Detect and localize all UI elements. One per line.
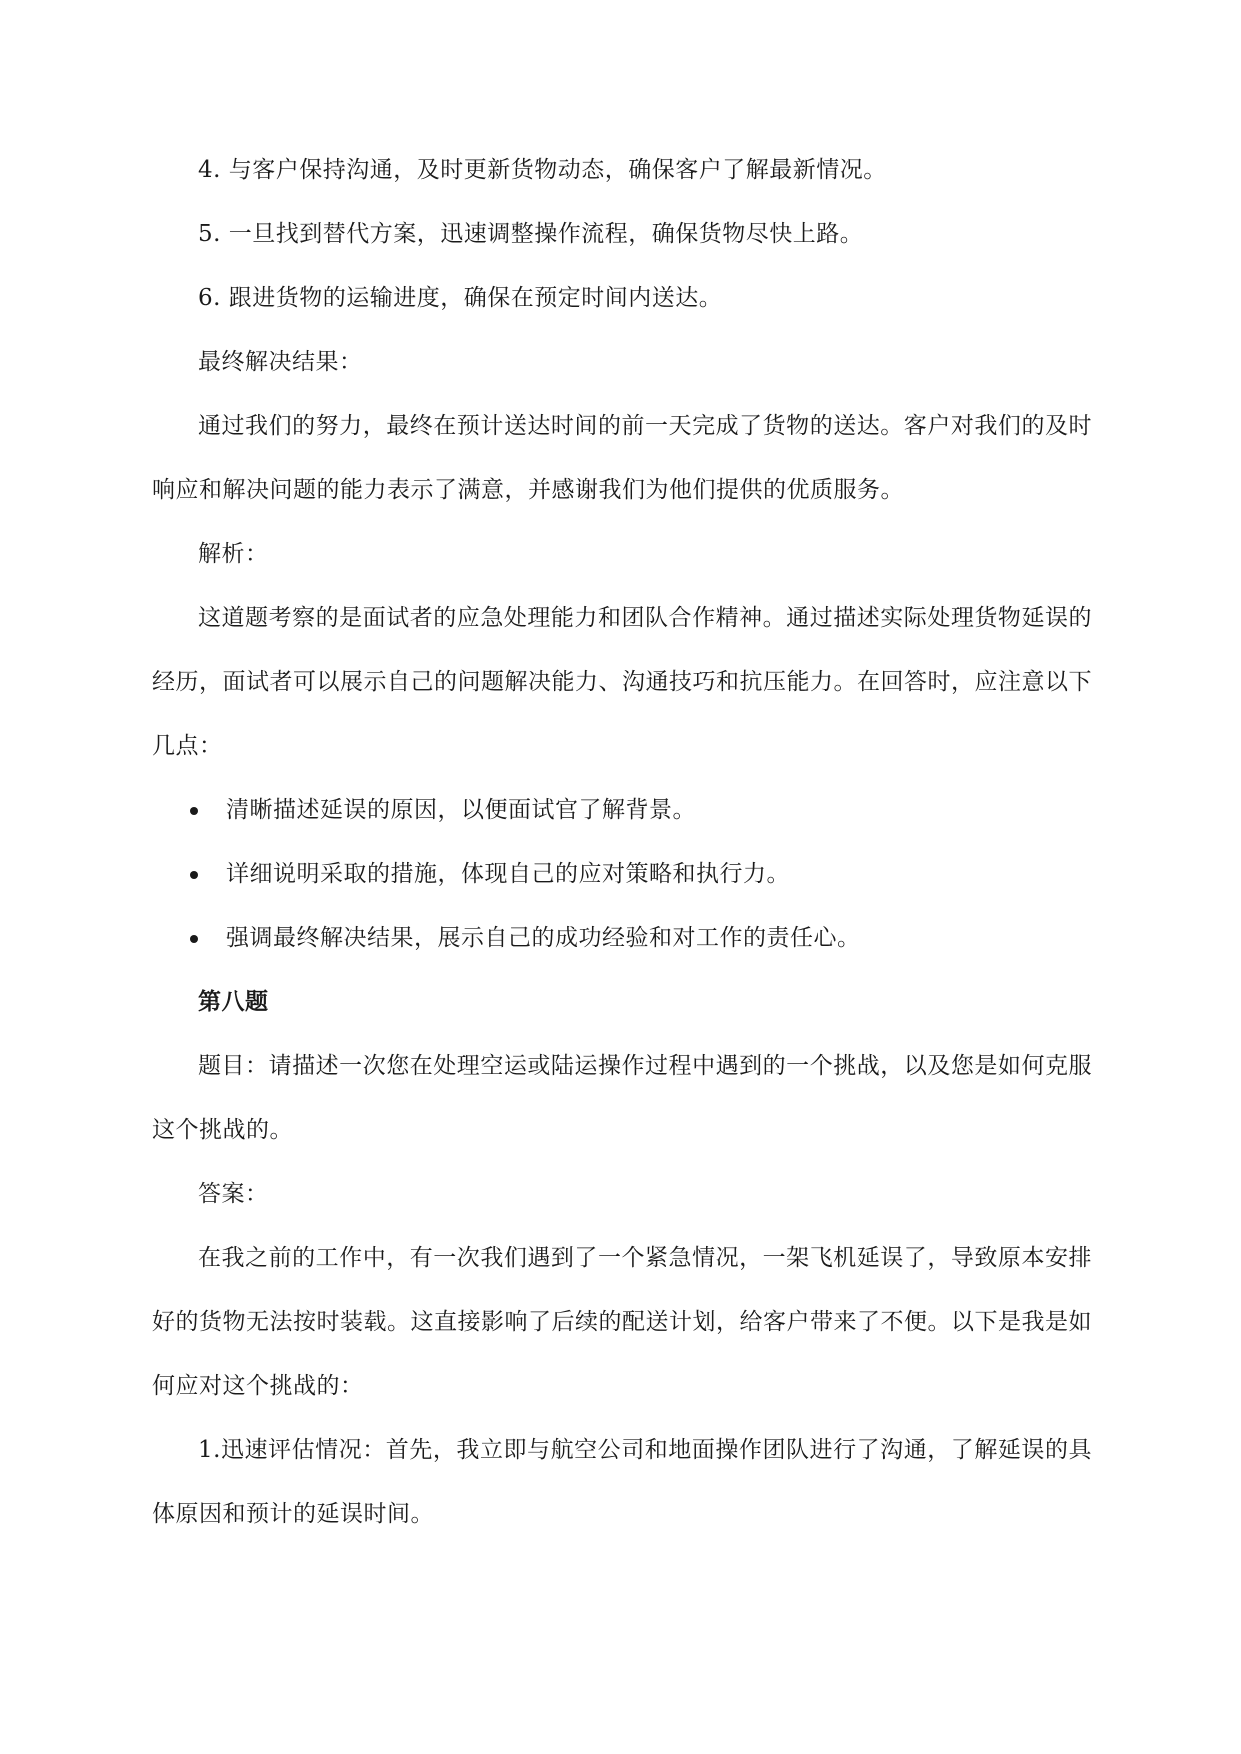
paragraph-analysis-label: 解析： <box>198 541 269 567</box>
paragraph-final-result-label: 最终解决结果： <box>198 349 363 375</box>
paragraph-answer-label: 答案： <box>198 1181 269 1207</box>
paragraph-analysis: 这道题考察的是面试者的应急处理能力和团队合作精神。通过描述实际处理货物延误的经历，面试者可以展示自己的问题解决能力、沟通技巧和抗压能力。在回答时，应注意以下几点： <box>152 605 1092 759</box>
bullet-icon <box>190 935 198 943</box>
bullet-icon <box>190 807 198 815</box>
bullet-icon <box>190 871 198 879</box>
paragraph-step-4: 4. 与客户保持沟通，及时更新货物动态，确保客户了解最新情况。 <box>198 157 887 183</box>
paragraph-answer-step-1: 1.迅速评估情况：首先，我立即与航空公司和地面操作团队进行了沟通，了解延误的具体原因和预计的延误时间。 <box>152 1437 1092 1527</box>
bullet-list <box>152 778 1092 970</box>
list-item-text: 清晰描述延误的原因，以便面试官了解背景。 <box>226 797 696 823</box>
list-item-text: 详细说明采取的措施，体现自己的应对策略和执行力。 <box>226 861 790 887</box>
list-item <box>152 842 1092 906</box>
paragraph-question: 题目：请描述一次您在处理空运或陆运操作过程中遇到的一个挑战，以及您是如何克服这个挑战的。 <box>152 1053 1092 1143</box>
paragraph-step-6: 6. 跟进货物的运输进度，确保在预定时间内送达。 <box>198 285 723 311</box>
list-item <box>152 906 1092 970</box>
document-body <box>152 138 1092 1546</box>
list-item <box>152 778 1092 842</box>
paragraph-answer-intro: 在我之前的工作中，有一次我们遇到了一个紧急情况，一架飞机延误了，导致原本安排好的货物无法按时装载。这直接影响了后续的配送计划，给客户带来了不便。以下是我是如何应对这个挑战的： <box>152 1245 1092 1399</box>
list-item-text: 强调最终解决结果，展示自己的成功经验和对工作的责任心。 <box>226 925 861 951</box>
paragraph-step-5: 5. 一旦找到替代方案，迅速调整操作流程，确保货物尽快上路。 <box>198 221 864 247</box>
section-heading: 第八题 <box>198 988 269 1015</box>
paragraph-final-result: 通过我们的努力，最终在预计送达时间的前一天完成了货物的送达。客户对我们的及时响应和解决问题的能力表示了满意，并感谢我们为他们提供的优质服务。 <box>152 413 1092 503</box>
